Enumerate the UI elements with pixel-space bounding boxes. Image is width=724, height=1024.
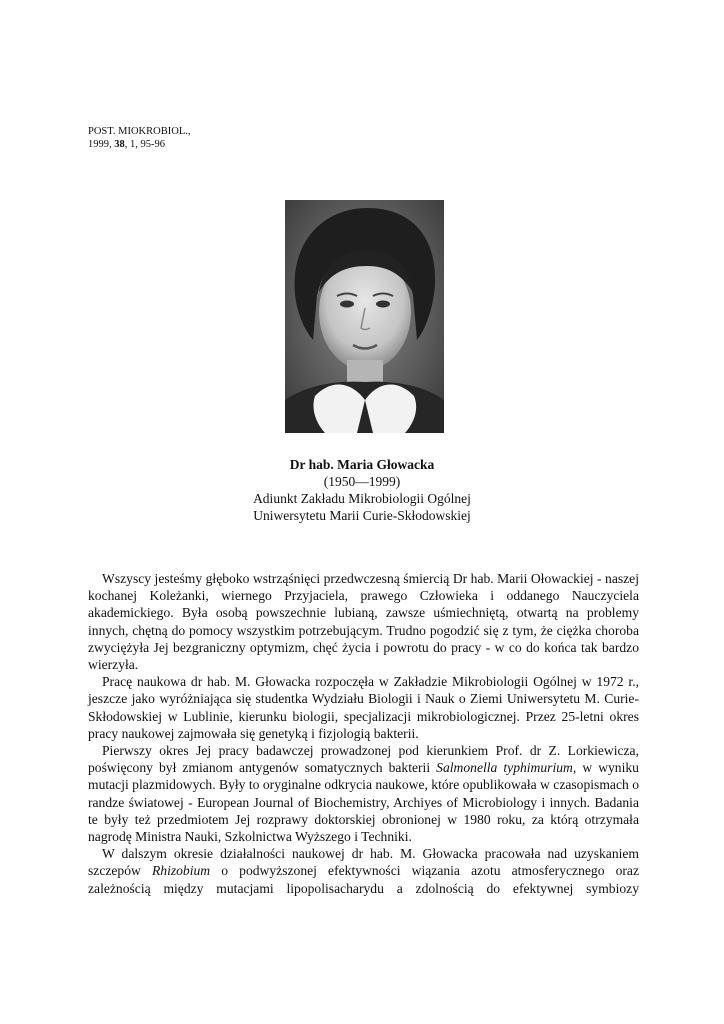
species-name-salmonella: Salmonella typhimurium, xyxy=(436,760,577,776)
paragraph-4 xyxy=(88,845,639,897)
obituary-text xyxy=(88,570,639,897)
person-name: Dr hab. Maria Głowacka xyxy=(289,457,435,472)
journal-volume: 38 xyxy=(114,138,125,150)
life-dates: (1950—1999) xyxy=(323,474,401,489)
person-institution: Uniwersytetu Marii Curie-Skłodowskiej xyxy=(253,508,471,523)
paragraph-3-text-b: w wyniku mutacji plazmidowych. Były to oryginalne odkrycia naukowe, które opublikowała w czasopismach o randze światowej - European Journal of Biochemistry, Archiyes of Microbiology i innych. Badania te były też przedmiotem Jej rozprawy doktorskiej obronionej w 1980 roku, za którą otrzymała nagrodę Ministra Nauki, Szkolnictwa Wyższego i Techniki. xyxy=(88,760,639,845)
journal-year: 1999, xyxy=(88,138,112,150)
journal-citation xyxy=(88,126,190,151)
journal-volume-line xyxy=(88,139,190,152)
journal-issue-pages: , 1, 95-96 xyxy=(124,138,165,150)
paragraph-3-text-a: Pierwszy okres Jej pracy badawczej prowadzonej pod kierunkiem Prof. dr Z. Lorkiewicza, poświęcony był zmianom antygenów somatycznych bakterii xyxy=(88,743,639,776)
obituary-heading xyxy=(180,456,544,524)
person-position: Adiunkt Zakładu Mikrobiologii Ogólnej xyxy=(253,491,471,506)
paragraph-2: Pracę naukowa dr hab. M. Głowacka rozpoczęła w Zakładzie Mikrobiologii Ogólnej w 1972 r., jeszcze jako wyróżniająca się studentka Wydziału Biologii i Nauk o Ziemi Uniwersytetu M. Curie-Skłodowskiej w Lublinie, kierunku biologii, specjalizacji mikrobiologicznej. Przez 25-letni okres pracy naukowej zajmowała się genetyką i fizjologią bakterii. xyxy=(88,674,639,741)
paragraph-4-text-b: o podwyższonej efektywności wiązania azotu atmosferycznego oraz zależnością między mutacjami lipopolisacharydu a zdolnością do efektywnej symbiozy xyxy=(88,863,640,896)
paragraph-3 xyxy=(88,742,639,845)
paragraph-1: Wszyscy jesteśmy głęboko wstrząśnięci przedwczesną śmiercią Dr hab. Marii Ołowackiej - naszej kochanej Koleżanki, wiernego Przyjaciela, prawego Człowieka i oddanego Nauczyciela akademickiego. Była osobą powszechnie lubianą, zawsze uśmiechniętą, otwartą na problemy innych, chętną do pomocy wszystkim potrzebującym. Trudno pogodzić się z tym, że ciężka choroba zwyciężyła Jej bezgraniczny optymizm, chęć życia i powrotu do pracy - w co do końca tak bardzo wierzyła. xyxy=(88,571,639,673)
journal-name: POST. MIOKROBIOL., xyxy=(88,126,191,137)
paragraph-4-text-a: W dalszym okresie działalności naukowej dr hab. M. Głowacka pracowała nad uzyskaniem szczepów xyxy=(88,846,639,879)
portrait-photo xyxy=(285,200,444,433)
portrait-photo-icon xyxy=(285,200,444,433)
genus-name-rhizobium: Rhizobium xyxy=(151,863,211,879)
